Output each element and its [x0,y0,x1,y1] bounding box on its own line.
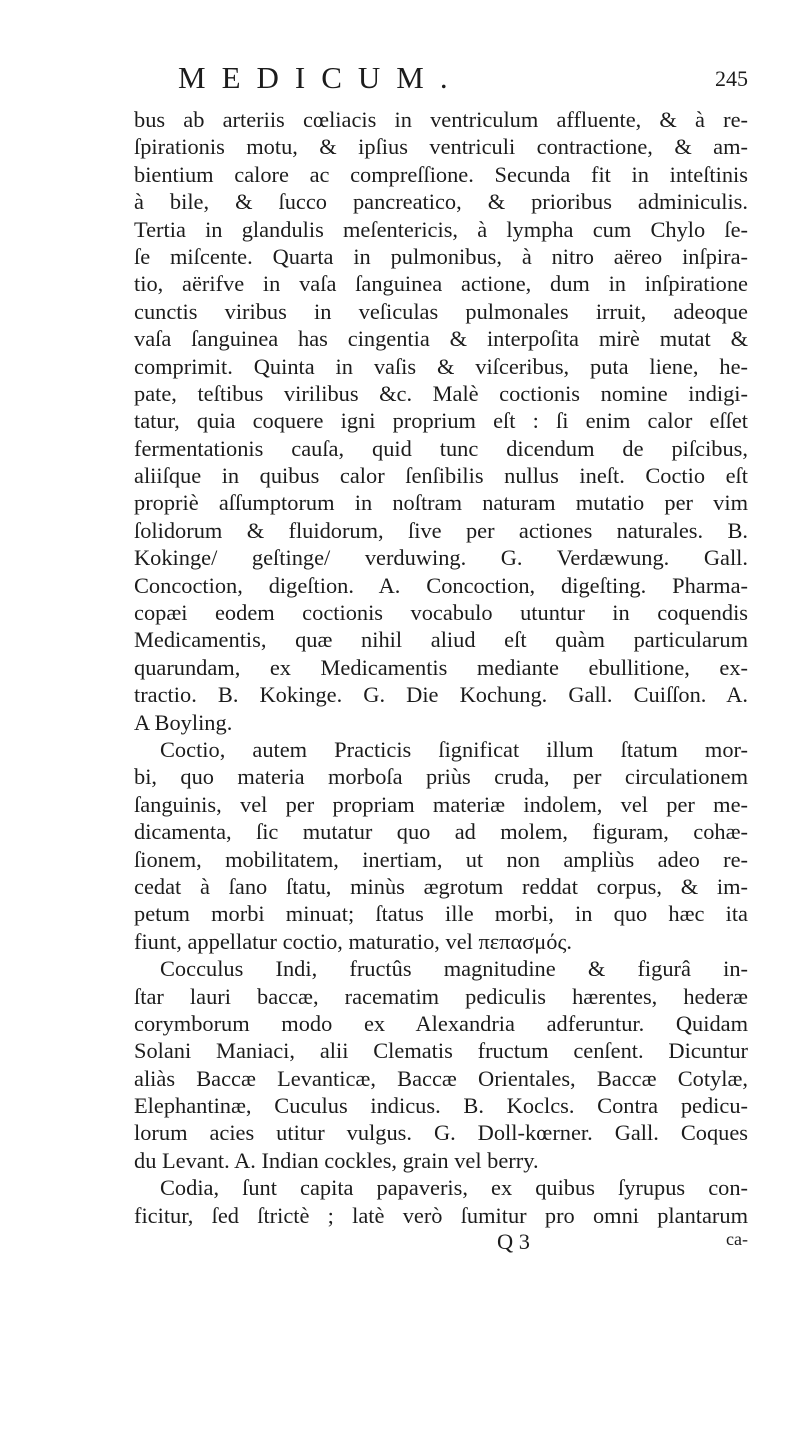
text-line: fermentationis cauſa, quid tunc dicendum de piſcibus, [134,435,748,461]
text-line: Medicamentis, quæ nihil aliud eſt quàm particularum [134,627,748,653]
text-line: petum morbi minuat; ſtatus ille morbi, in quo hæc ita [134,901,748,927]
text-line: pate, teſtibus virilibus &c. Malè coctionis nomine indigi- [134,380,748,406]
text-line: Coctio, autem Practicis ſignificat illum ſtatum mor- [160,736,748,762]
text-line: A Boyling. [134,709,233,735]
text-line: ſpirationis motu, & ipſius ventriculi contractione, & am- [134,134,748,160]
text-line: Elephantinæ, Cuculus indicus. B. Koclcs. Contra pedicu- [134,1093,748,1119]
text-line: ſe miſcente. Quarta in pulmonibus, à nitro aëreo inſpira- [134,243,748,269]
text-line: du Levant. A. Indian cockles, grain vel berry. [134,1147,539,1173]
text-line: ſolidorum & fluidorum, ſive per actiones naturales. B. [134,517,748,543]
text-line: bus ab arteriis cœliacis in ventriculum affluente, & à re- [134,107,748,132]
text-line: fiunt, appellatur coctio, maturatio, vel πεπασμός. [134,928,572,954]
text-line: quarundam, ex Medicamentis mediante ebullitione, ex- [134,654,748,680]
text-line: comprimit. Quinta in vaſis & viſceribus, puta liene, he- [134,353,748,379]
text-line: à bile, & ſucco pancreatico, & prioribus adminiculis. [134,189,748,215]
text-line: copæi eodem coctionis vocabulo utuntur in coquendis [134,600,748,626]
catchword: ca- [726,1229,748,1250]
text-line: Solani Maniaci, alii Clematis fructum cenſent. Dicuntur [134,1038,748,1064]
text-line: Codia, ſunt capita papaveris, ex quibus ſyrupus con- [160,1175,748,1201]
text-line: vaſa ſanguinea has cingentia & interpoſita mirè mutat & [134,326,748,352]
page-header [178,58,748,106]
running-head: MEDICUM. [178,60,464,95]
text-line: ſtar lauri baccæ, racematim pediculis hærentes, hederæ [134,983,748,1009]
text-line: tio, aërifve in vaſa ſanguinea actione, dum in inſpiratione [134,271,748,297]
text-line: cedat à ſano ſtatu, minùs ægrotum reddat corpus, & im- [134,873,748,899]
text-line: ficitur, ſed ſtrictè ; latè verò ſumitur pro omni plantarum [134,1202,748,1228]
text-line: Cocculus Indi, fructûs magnitudine & figurâ in- [160,956,748,982]
text-line: aliàs Baccæ Levanticæ, Baccæ Orientales, Baccæ Cotylæ, [134,1065,748,1091]
text-line: cunctis viribus in veſiculas pulmonales irruit, adeoque [134,298,748,324]
text-line: Tertia in glandulis meſentericis, à lympha cum Chylo ſe- [134,216,748,242]
text-line: lorum acies utitur vulgus. G. Doll-kœrner. Gall. Coques [134,1120,748,1146]
page-footer [134,1229,748,1256]
page-number: 245 [715,66,748,91]
text-line: dicamenta, ſic mutatur quo ad molem, figuram, cohæ- [134,819,748,845]
text-line: bientium calore ac compreſſione. Secunda fit in inteſtinis [134,161,748,187]
body-text [134,106,748,1229]
text-line: bi, quo materia morboſa priùs cruda, per circulationem [134,764,748,790]
text-line: tractio. B. Kokinge. G. Die Kochung. Gall. Cuiſſon. A. [134,682,748,708]
text-line: Kokinge/ geſtinge/ verduwing. G. Verdæwung. Gall. [134,545,748,571]
text-line: propriè aſſumptorum in noſtram naturam mutatio per vim [134,490,748,516]
text-line: ſanguinis, vel per propriam materiæ indolem, vel per me- [134,791,748,817]
text-line: tatur, quia coquere igni proprium eſt : ſi enim calor eſſet [134,408,748,434]
text-line: Concoction, digeſtion. A. Concoction, digeſting. Pharma- [134,572,748,598]
text-line: aliiſque in quibus calor ſenſibilis nullus ineſt. Coctio eſt [134,463,748,489]
text-line: corymborum modo ex Alexandria adferuntur. Quidam [134,1010,748,1036]
signature-mark: Q 3 [497,1229,530,1255]
text-line: ſionem, mobilitatem, inertiam, ut non ampliùs adeo re- [134,846,748,872]
